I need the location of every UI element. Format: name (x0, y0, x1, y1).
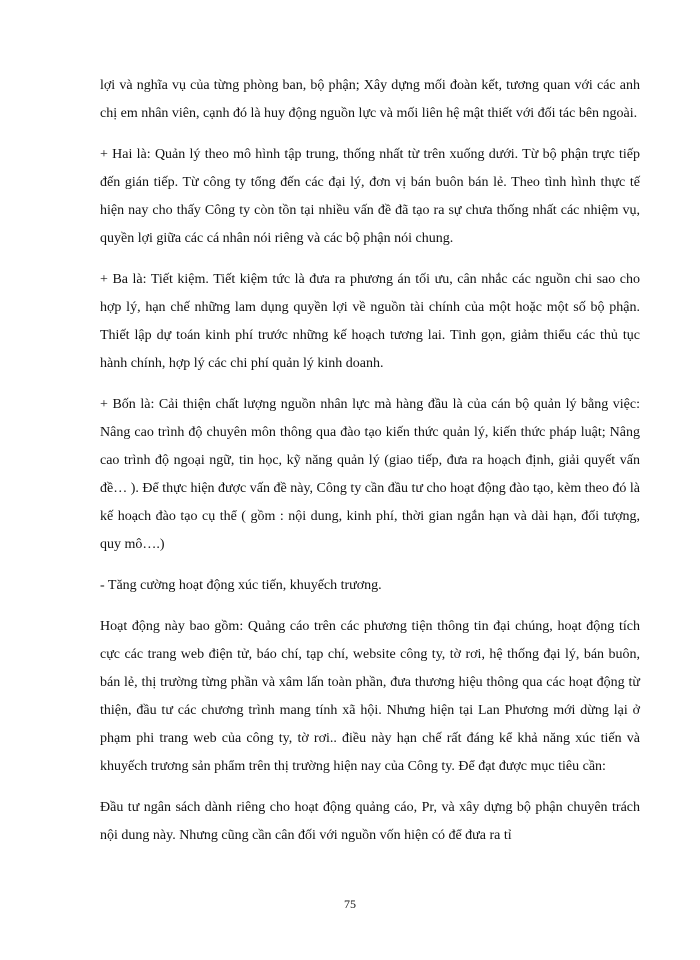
page-number: 75 (344, 897, 356, 911)
paragraph-2: + Hai là: Quản lý theo mô hình tập trung, thống nhất từ trên xuống dưới. Từ bộ phận trực tiếp đến gián tiếp. Từ công ty tổng đến các đại lý, đơn vị bán buôn bán lẻ. Theo tình hình thực tế hiện nay cho thấy Công ty còn tồn tại nhiều vấn đề đã tạo ra sự chưa thống nhất các nhiệm vụ, quyền lợi giữa các cá nhân nói riêng và các bộ phận nói chung. (100, 147, 640, 246)
paragraph-4: + Bốn là: Cải thiện chất lượng nguồn nhân lực mà hàng đầu là của cán bộ quản lý bằng việc: Nâng cao trình độ chuyên môn thông qua đào tạo kiến thức quản lý, kiến thức pháp luật; Nâng cao trình độ ngoại ngữ, tin học, kỹ năng quản lý (giao tiếp, đưa ra hoạch định, giải quyết vấn đề… ). Để thực hiện được vấn đề này, Công ty cần đầu tư cho hoạt động đào tạo, kèm theo đó là kế hoạch đào tạo cụ thể ( gồm : nội dung, kinh phí, thời gian ngắn hạn và dài hạn, đối tượng, quy mô….) (100, 397, 640, 552)
paragraph-3: + Ba là: Tiết kiệm. Tiết kiệm tức là đưa ra phương án tối ưu, cân nhắc các nguồn chi sao cho hợp lý, hạn chế những lam dụng quyền lợi về nguồn tài chính của một hoặc một số bộ phận. Thiết lập dự toán kinh phí trước những kế hoạch tương lai. Tinh gọn, giảm thiểu các thủ tục hành chính, hợp lý các chi phí quản lý kinh doanh. (100, 272, 640, 371)
paragraph-7: Đầu tư ngân sách dành riêng cho hoạt động quảng cáo, Pr, và xây dựng bộ phận chuyên trách nội dung này. Nhưng cũng cần cân đối với nguồn vốn hiện có để đưa ra tỉ (100, 800, 640, 843)
page-body (100, 72, 640, 863)
paragraph-1: lợi và nghĩa vụ của từng phòng ban, bộ phận; Xây dựng mối đoàn kết, tương quan với các anh chị em nhân viên, cạnh đó là huy động nguồn lực và mối liên hệ mật thiết với đối tác bên ngoài. (100, 78, 640, 121)
paragraph-5: - Tăng cường hoạt động xúc tiến, khuyếch trương. (100, 578, 382, 593)
paragraph-6: Hoạt động này bao gồm: Quảng cáo trên các phương tiện thông tin đại chúng, hoạt động tích cực các trang web điện tử, báo chí, tạp chí, website công ty, tờ rơi, hệ thống đại lý, bán buôn, bán lẻ, thị trường từng phần và xâm lấn toàn phần, đưa thương hiệu thông qua các hoạt động từ thiện, đầu tư các chương trình mang tính xã hội. Nhưng hiện tại Lan Phương mới dừng lại ở phạm phi trang web của công ty, tờ rơi.. điều này hạn chế rất đáng kể khả năng xúc tiến và khuyếch trương sản phẩm trên thị trường hiện nay của Công ty. Để đạt được mục tiêu cần: (100, 619, 640, 774)
